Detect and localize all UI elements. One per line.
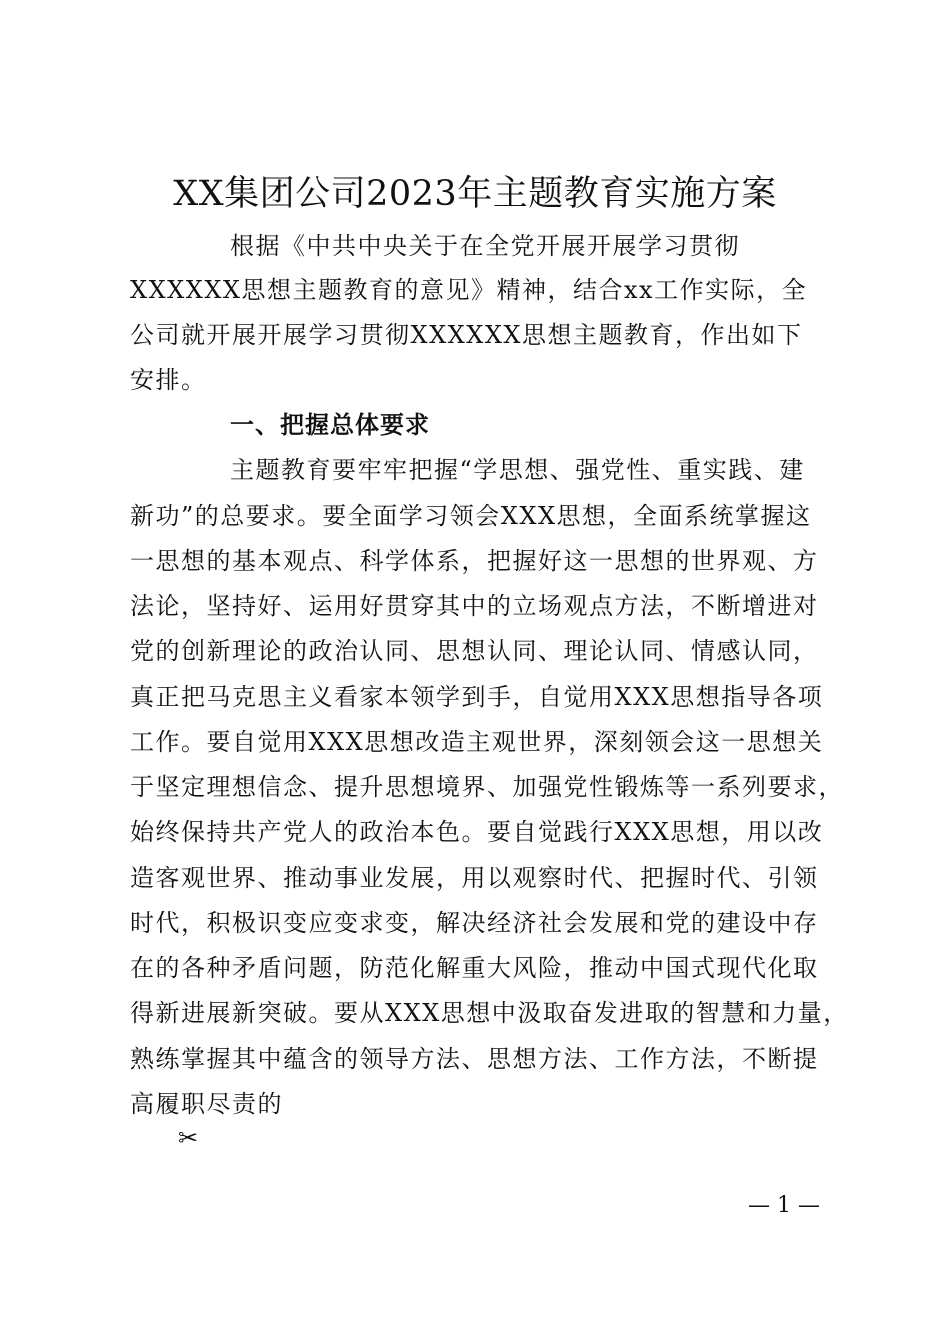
intro-line-3: 公司就开展开展学习贯彻XXXXXX思想主题教育，作出如下 bbox=[130, 321, 803, 349]
intro-line-2: XXXXXX思想主题教育的意见》精神，结合xx工作实际，全 bbox=[130, 276, 808, 304]
page-number: — 1 — bbox=[748, 1193, 820, 1218]
section-1-line-1: 主题教育要牢牢把握“学思想、强党性、重实践、建 bbox=[230, 456, 805, 484]
intro-line-1: 根据《中共中央关于在全党开展开展学习贯彻 bbox=[230, 232, 740, 260]
section-1-line-14: 熟练掌握其中蕴含的领导方法、思想方法、工作方法，不断提 bbox=[130, 1045, 819, 1073]
section-1-line-3: 一思想的基本观点、科学体系，把握好这一思想的世界观、方 bbox=[130, 547, 819, 575]
section-1-line-2: 新功”的总要求。要全面学习领会XXX思想，全面系统掌握这 bbox=[130, 502, 812, 530]
section-1-line-8: 于坚定理想信念、提升思想境界、加强党性锻炼等一系列要求， bbox=[130, 773, 844, 801]
intro-line-4: 安排。 bbox=[130, 366, 207, 394]
section-1-line-15: 高履职尽责的 bbox=[130, 1090, 283, 1118]
section-1-line-13: 得新进展新突破。要从XXX思想中汲取奋发进取的智慧和力量， bbox=[130, 999, 849, 1027]
section-1-line-10: 造客观世界、推动事业发展，用以观察时代、把握时代、引领 bbox=[130, 864, 819, 892]
section-1-line-12: 在的各种矛盾问题，防范化解重大风险，推动中国式现代化取 bbox=[130, 954, 819, 982]
scissors-icon: ✂ bbox=[178, 1124, 199, 1152]
section-1-line-11: 时代，积极识变应变求变，解决经济社会发展和党的建设中存 bbox=[130, 909, 819, 937]
section-1-line-7: 工作。要自觉用XXX思想改造主观世界，深刻领会这一思想关 bbox=[130, 728, 824, 756]
section-1-heading: 一、把握总体要求 bbox=[230, 411, 430, 439]
section-1-line-5: 党的创新理论的政治认同、思想认同、理论认同、情感认同， bbox=[130, 637, 819, 665]
section-1-line-6: 真正把马克思主义看家本领学到手，自觉用XXX思想指导各项 bbox=[130, 683, 824, 711]
document-title: XX集团公司2023年主题教育实施方案 bbox=[173, 174, 777, 214]
section-1-line-9: 始终保持共产党人的政治本色。要自觉践行XXX思想，用以改 bbox=[130, 818, 824, 846]
section-1-line-4: 法论，坚持好、运用好贯穿其中的立场观点方法，不断增进对 bbox=[130, 592, 819, 620]
